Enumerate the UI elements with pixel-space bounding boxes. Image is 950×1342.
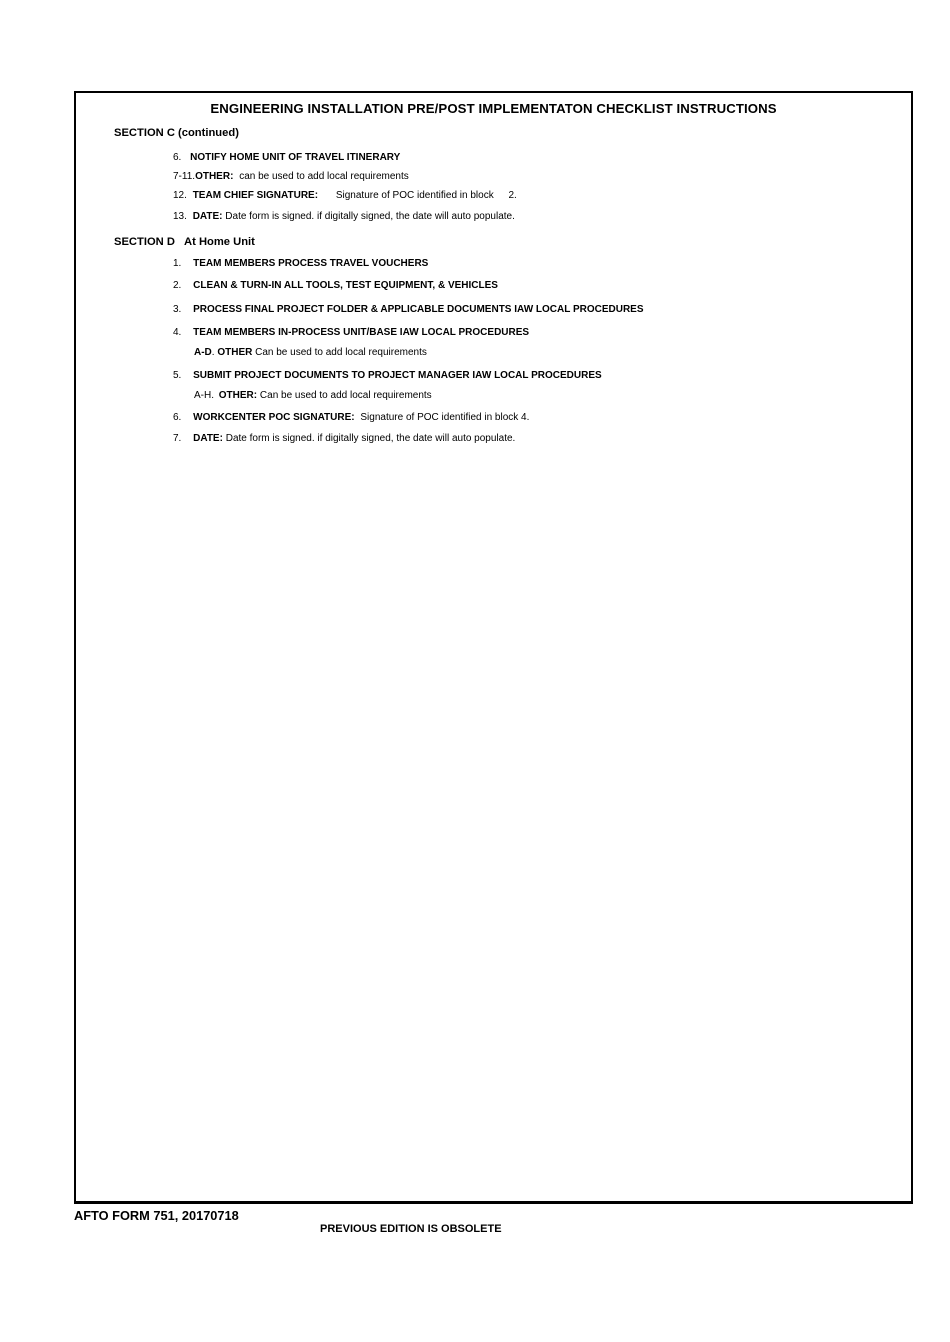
section-d-item-5-sub [194, 390, 432, 401]
section-d-item-5 [173, 370, 602, 381]
section-d-item-1 [173, 258, 428, 269]
item-label: TEAM MEMBERS PROCESS TRAVEL VOUCHERS [193, 258, 429, 269]
form-border [74, 91, 913, 1204]
item-text: Signature of POC identified in block 4. [360, 412, 530, 423]
item-number: 2. [173, 280, 182, 291]
item-number: 13. [173, 211, 187, 222]
item-label: SUBMIT PROJECT DOCUMENTS TO PROJECT MANAGER IAW LOCAL PROCEDURES [193, 370, 602, 381]
item-number: 7. [173, 433, 182, 444]
sub-item-number: A-H. [194, 390, 214, 401]
item-label: DATE: [192, 211, 223, 222]
section-d-item-6 [173, 412, 529, 423]
block-reference: 2. [508, 190, 517, 201]
item-number: 12. [173, 190, 187, 201]
item-label: TEAM CHIEF SIGNATURE: [192, 190, 319, 201]
section-d-item-2 [173, 280, 498, 291]
section-c-item-7-11 [173, 171, 409, 182]
sub-item-label: OTHER: [218, 390, 258, 401]
item-number: 5. [173, 370, 182, 381]
sub-item-number: A-D [194, 347, 212, 358]
item-label: PROCESS FINAL PROJECT FOLDER & APPLICABLE DOCUMENTS IAW LOCAL PROCEDURES [193, 304, 644, 315]
section-c-item-6 [173, 152, 400, 163]
item-label: WORKCENTER POC SIGNATURE: [193, 412, 355, 423]
item-number: 1. [173, 258, 182, 269]
item-text: Date form is signed. if digitally signed, the date will auto populate. [225, 433, 516, 444]
section-d-item-3 [173, 304, 644, 315]
form-identifier: AFTO FORM 751, 20170718 [74, 1208, 239, 1223]
sub-item-label: OTHER [217, 347, 253, 358]
item-number: 6. [173, 152, 182, 163]
item-label: NOTIFY HOME UNIT OF TRAVEL ITINERARY [190, 152, 401, 163]
item-label: CLEAN & TURN-IN ALL TOOLS, TEST EQUIPMENT, & VEHICLES [193, 280, 498, 291]
item-label: TEAM MEMBERS IN-PROCESS UNIT/BASE IAW LOCAL PROCEDURES [193, 327, 530, 338]
section-d-item-4 [173, 327, 529, 338]
item-text: can be used to add local requirements [239, 171, 409, 182]
item-label: OTHER: [195, 171, 234, 182]
item-number: 4. [173, 327, 182, 338]
item-number: 3. [173, 304, 182, 315]
section-c-heading: SECTION C (continued) [114, 127, 239, 139]
section-c-item-12 [173, 190, 517, 201]
form-title: ENGINEERING INSTALLATION PRE/POST IMPLEMENTATON CHECKLIST INSTRUCTIONS [210, 101, 777, 116]
item-label: DATE: [193, 433, 223, 444]
section-d-item-4-sub: A-D. OTHER Can be used to add local requirements [194, 347, 427, 358]
item-number: 6. [173, 412, 182, 423]
obsolete-notice: PREVIOUS EDITION IS OBSOLETE [320, 1223, 502, 1235]
section-d-heading [114, 236, 255, 248]
section-d-subheading: At Home Unit [184, 236, 255, 248]
sub-item-text: Can be used to add local requirements [255, 347, 427, 358]
item-text: Date form is signed. if digitally signed, the date will auto populate. [225, 211, 515, 222]
item-text: Signature of POC identified in block [335, 190, 494, 201]
item-number: 7-11. [173, 171, 196, 182]
sub-item-text: Can be used to add local requirements [259, 390, 432, 401]
section-c-item-13 [173, 211, 515, 222]
section-d-label: SECTION D [114, 236, 175, 248]
section-d-item-7 [173, 433, 515, 444]
